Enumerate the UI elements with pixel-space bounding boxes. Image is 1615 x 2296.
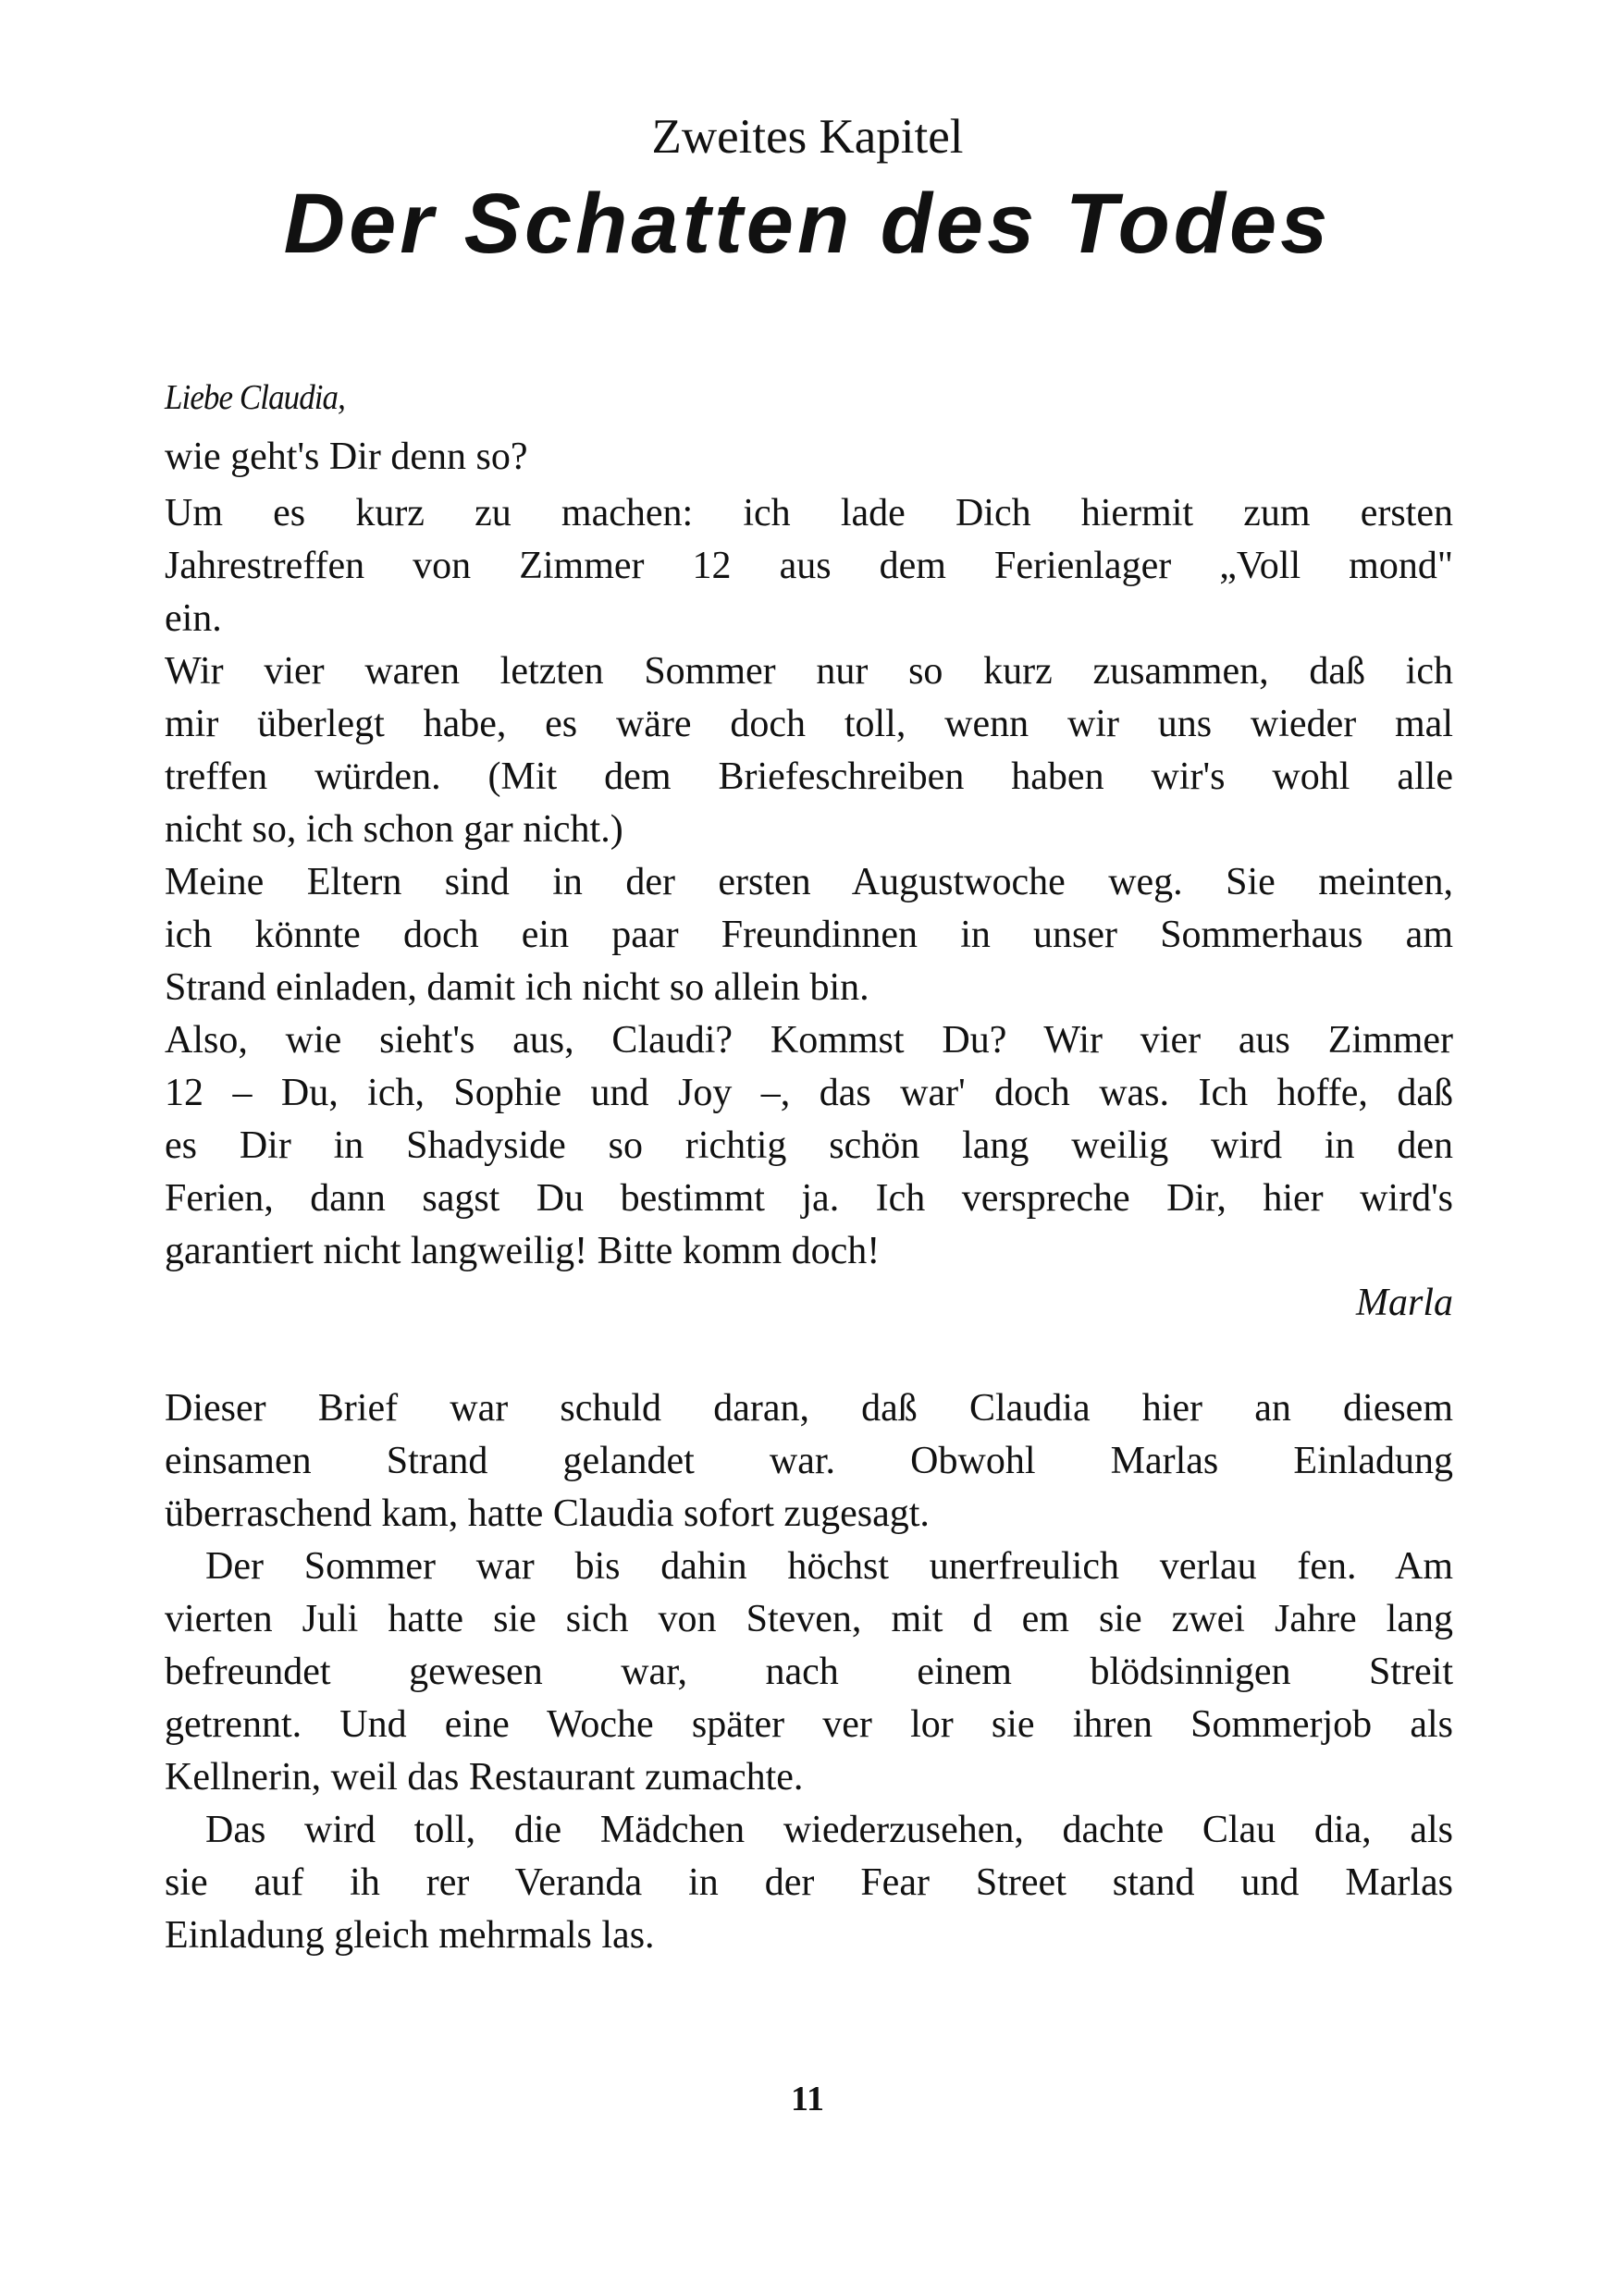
letter-line: Um es kurz zu machen: ich lade Dich hiermit zum ersten <box>165 492 1453 534</box>
narrative-line: einsamen Strand gelandet war. Obwohl Marlas Einladung <box>165 1440 1453 1482</box>
letter-line: Also, wie sieht's aus, Claudi? Kommst Du? Wir vier aus Zimmer <box>165 1019 1453 1062</box>
letter-line: Meine Eltern sind in der ersten Augustwoche weg. Sie meinten, <box>165 861 1453 903</box>
narrative-line: vierten Juli hatte sie sich von Steven, mit d em sie zwei Jahre lang <box>165 1598 1453 1640</box>
letter-line: Ferien, dann sagst Du bestimmt ja. Ich verspreche Dir, hier wird's <box>165 1177 1453 1220</box>
narrative-line: getrennt. Und eine Woche später ver lor sie ihren Sommerjob als <box>165 1703 1453 1746</box>
letter-line: garantiert nicht langweilig! Bitte komm doch! <box>165 1230 881 1272</box>
narrative-line: Einladung gleich mehrmals las. <box>165 1914 655 1957</box>
narrative-line: befreundet gewesen war, nach einem blödsinnigen Streit <box>165 1651 1453 1693</box>
letter-line: ich könnte doch ein paar Freundinnen in unser Sommerhaus am <box>165 914 1453 956</box>
letter-line: Strand einladen, damit ich nicht so allein bin. <box>165 966 869 1009</box>
narrative-body <box>165 1382 1453 1962</box>
letter-line: Jahrestreffen von Zimmer 12 aus dem Ferienlager „Voll mond" <box>165 545 1453 587</box>
narrative-line: überraschend kam, hatte Claudia sofort zugesagt. <box>165 1492 930 1535</box>
narrative-line: sie auf ih rer Veranda in der Fear Street stand und Marlas <box>165 1861 1453 1904</box>
letter-line: ein. <box>165 597 222 640</box>
chapter-label: Zweites Kapitel <box>651 110 964 164</box>
narrative-line: Das wird toll, die Mädchen wiederzusehen, dachte Clau dia, als <box>205 1809 1453 1851</box>
letter-greeting: wie geht's Dir denn so? <box>165 436 528 478</box>
letter-line: nicht so, ich schon gar nicht.) <box>165 808 623 851</box>
narrative-line: Kellnerin, weil das Restaurant zumachte. <box>165 1756 804 1799</box>
letter-line: mir überlegt habe, es wäre doch toll, wenn wir uns wieder mal <box>165 703 1453 745</box>
narrative-line: Der Sommer war bis dahin höchst unerfreulich verlau fen. Am <box>205 1545 1453 1588</box>
letter-line: es Dir in Shadyside so richtig schön lang weilig wird in den <box>165 1124 1453 1167</box>
chapter-title: Der Schatten des Todes <box>283 177 1332 271</box>
narrative-line: Dieser Brief war schuld daran, daß Claudia hier an diesem <box>165 1387 1453 1430</box>
letter-line: treffen würden. (Mit dem Briefeschreiben haben wir's wohl alle <box>165 755 1453 798</box>
letter-line: 12 – Du, ich, Sophie und Joy –, das war' doch was. Ich hoffe, daß <box>165 1072 1453 1114</box>
letter-salutation: Liebe Claudia, <box>165 378 345 417</box>
letter-body <box>165 487 1453 1278</box>
letter-line: Wir vier waren letzten Sommer nur so kurz zusammen, daß ich <box>165 650 1453 693</box>
page-number: 11 <box>791 2080 824 2118</box>
letter-signature: Marla <box>1356 1282 1453 1324</box>
